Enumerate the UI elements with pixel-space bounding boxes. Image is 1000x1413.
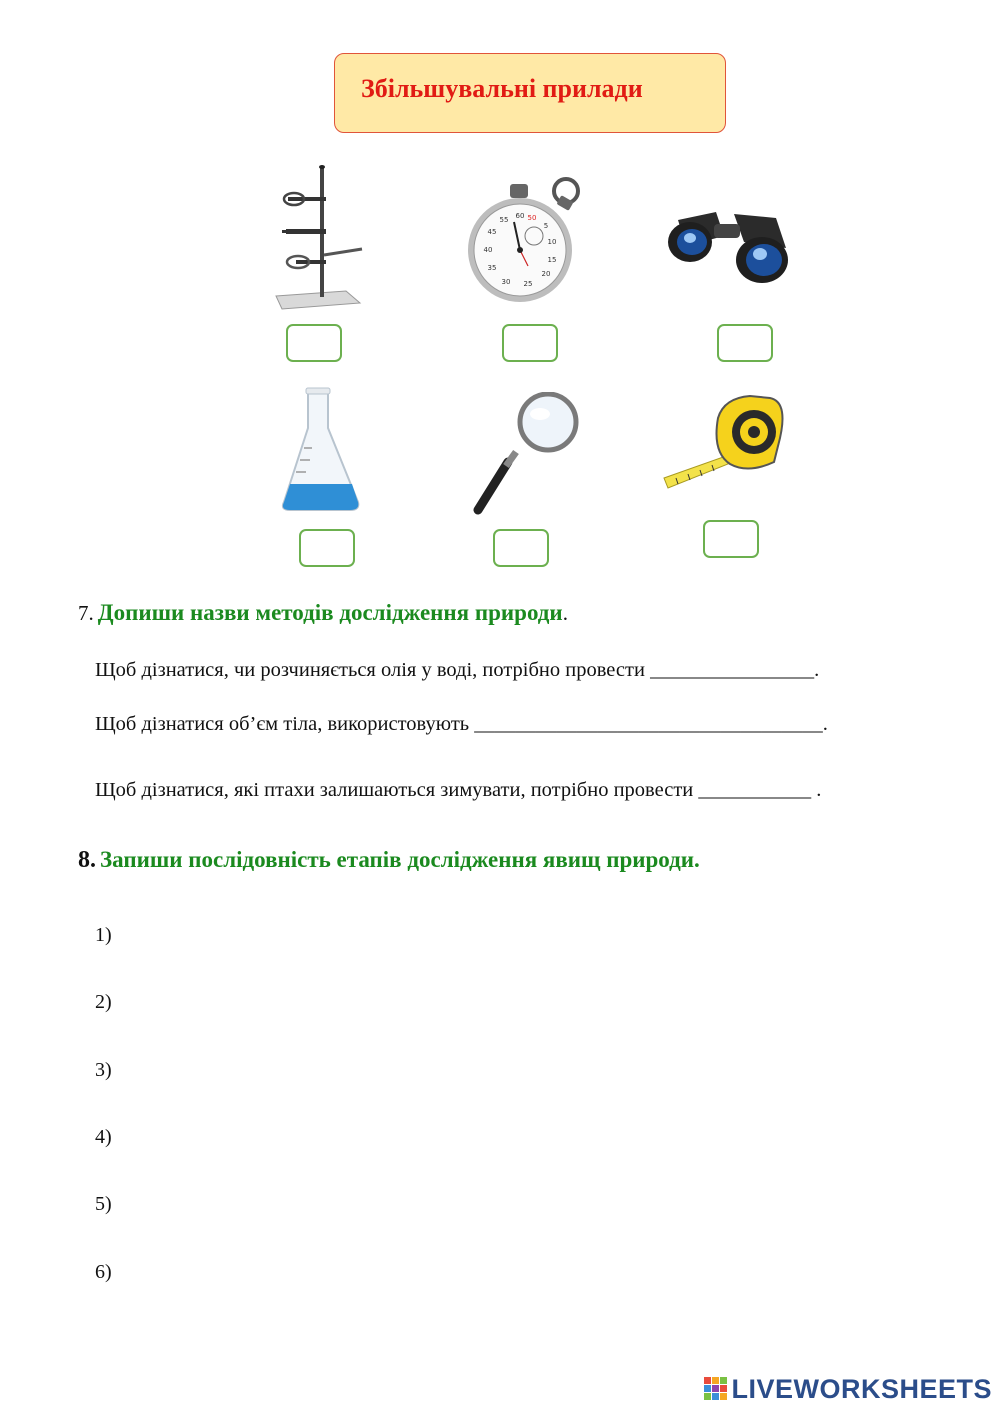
magnifier-image (470, 392, 594, 516)
dial-number: 5 (543, 222, 549, 230)
answer-box-stopwatch[interactable] (502, 324, 558, 362)
task7-title-end: . (562, 601, 568, 625)
liveworksheets-logo-text: LIVEWORKSHEETS (731, 1373, 992, 1404)
task8-item-1: 1) (95, 924, 112, 946)
task7-line-1[interactable]: Щоб дізнатися, чи розчиняється олія у воді, потрібно провести ________________. (95, 659, 820, 681)
title-box (334, 53, 726, 133)
task7-line-2[interactable]: Щоб дізнатися об’єм тіла, використовують __________________________________. (95, 713, 828, 735)
answer-box-binoculars[interactable] (717, 324, 773, 362)
task7-line-3[interactable]: Щоб дізнатися, які птахи залишаються зимувати, потрібно провести ___________ . (95, 779, 822, 801)
task8-item-2: 2) (95, 991, 112, 1013)
answer-box-flask[interactable] (299, 529, 355, 567)
task8-number: 8. (78, 847, 96, 873)
answer-box-magnifier[interactable] (493, 529, 549, 567)
dial-number: 60 (515, 212, 525, 220)
dial-number: 20 (541, 270, 551, 278)
dial-number: 55 (499, 216, 509, 224)
task8-heading (78, 847, 700, 874)
dial-number: 30 (501, 278, 511, 286)
liveworksheets-logo (703, 1371, 992, 1407)
answer-box-tape-measure[interactable] (703, 520, 759, 558)
task8-item-5: 5) (95, 1193, 112, 1215)
page-title: Збільшувальні прилади (361, 74, 643, 103)
answer-box-stand[interactable] (286, 324, 342, 362)
liveworksheets-logo-icon (703, 1376, 729, 1402)
dial-number: 35 (487, 264, 497, 272)
dial-number: 45 (487, 228, 497, 236)
dial-number: 10 (547, 238, 557, 246)
flask-image (276, 386, 366, 514)
tape-measure-image (658, 390, 804, 500)
task7-heading (78, 600, 568, 626)
dial-number: 15 (547, 256, 557, 264)
dial-number: 40 (483, 246, 493, 254)
dial-number: 50 (527, 214, 537, 222)
dial-number: 25 (523, 280, 533, 288)
stopwatch-image (466, 176, 598, 308)
task7-number: 7. (78, 601, 94, 625)
task8-title: Запиши послідовність етапів дослідження явищ природи. (100, 847, 700, 872)
binoculars-image (664, 202, 800, 286)
lab-stand-image (268, 163, 368, 313)
task8-item-3: 3) (95, 1059, 112, 1081)
task7-title: Допиши назви методів дослідження природи (97, 600, 563, 625)
task8-item-4: 4) (95, 1126, 112, 1148)
task8-item-6: 6) (95, 1261, 112, 1283)
